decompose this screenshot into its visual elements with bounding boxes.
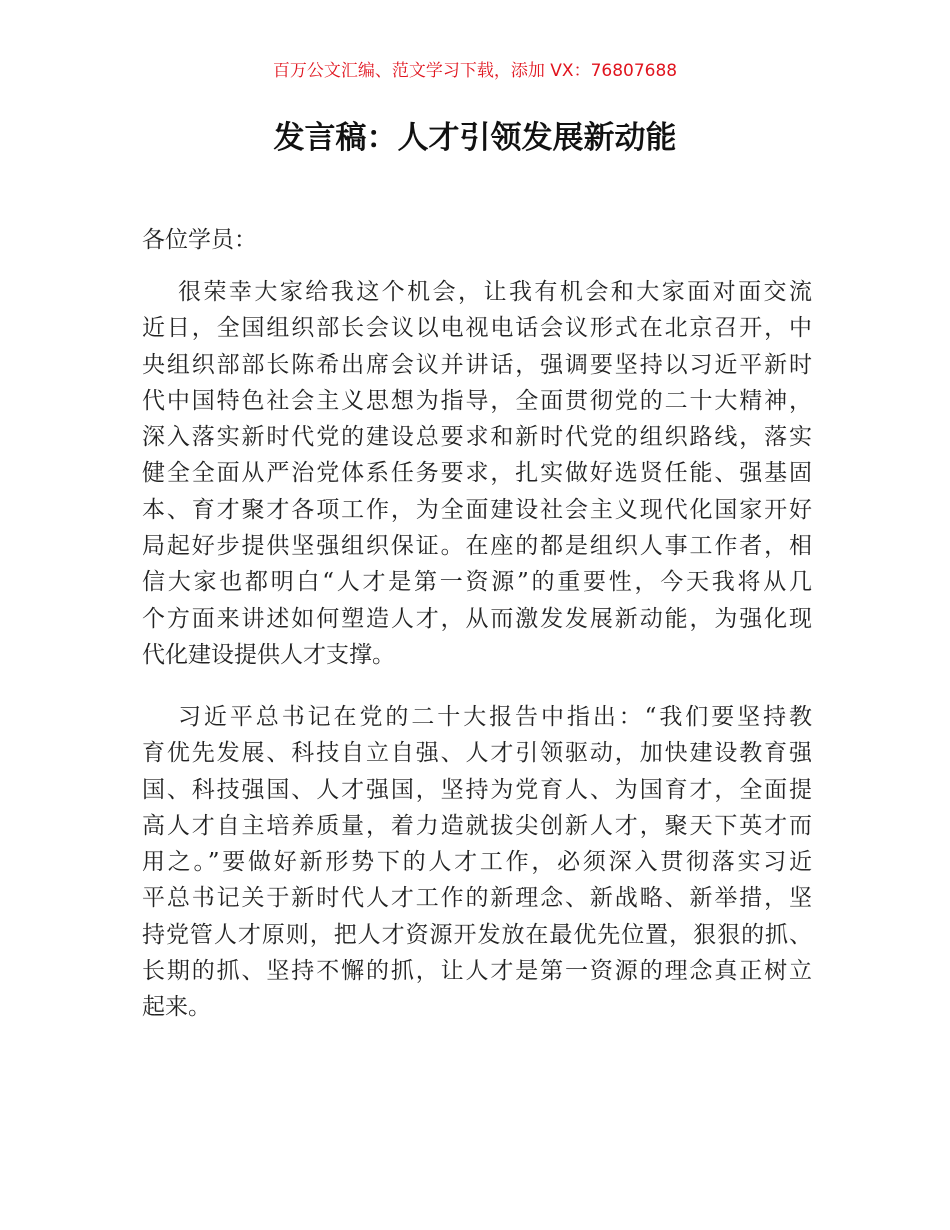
text-line: 长期的抓、坚持不懈的抓，让人才是第一资源的理念真正树立 [142,958,812,985]
text-line: 代中国特色社会主义思想为指导，全面贯彻党的二十大精神， [142,387,812,414]
text-line: 个方面来讲述如何塑造人才，从而激发发展新动能，为强化现 [142,605,812,632]
text-line: 国、科技强国、人才强国，坚持为党育人、为国育才，全面提 [142,776,812,803]
text-line: 代化建设提供人才支撑。 [142,641,395,668]
text-line: 本、育才聚才各项工作，为全面建设社会主义现代化国家开好 [142,496,812,523]
text-line: 健全全面从严治党体系任务要求，扎实做好选贤任能、强基固 [142,460,812,487]
text-line: 局起好步提供坚强组织保证。在座的都是组织人事工作者，相 [142,533,812,560]
text-line: 用之。”要做好新形势下的人才工作，必须深入贯彻落实习近 [142,849,812,876]
text-line: 习近平总书记在党的二十大报告中指出：“我们要坚持教 [178,704,812,730]
document-title: 发言稿：人才引领发展新动能 [273,120,677,156]
text-line: 信大家也都明白“人才是第一资源”的重要性，今天我将从几 [142,569,812,596]
text-line: 深入落实新时代党的建设总要求和新时代党的组织路线，落实 [142,424,812,451]
text-line: 很荣幸大家给我这个机会，让我有机会和大家面对面交流 [178,279,812,305]
text-line: 近日，全国组织部长会议以电视电话会议形式在北京召开，中 [142,315,812,342]
greeting: 各位学员： [142,227,257,253]
paragraph-2 [142,699,812,1026]
paragraph-1 [142,274,812,673]
text-line: 育优先发展、科技自立自强、人才引领驱动，加快建设教育强 [142,740,812,767]
text-line: 高人才自主培养质量，着力造就拔尖创新人才，聚天下英才而 [142,812,812,839]
text-line: 平总书记关于新时代人才工作的新理念、新战略、新举措，坚 [142,885,812,912]
text-line: 起来。 [142,994,211,1021]
text-line: 央组织部部长陈希出席会议并讲话，强调要坚持以习近平新时 [142,351,812,378]
watermark-banner: 百万公文汇编、范文学习下载，添加 VX：76807688 [272,61,678,81]
text-line: 持党管人才原则，把人才资源开发放在最优先位置，狠狠的抓、 [142,921,812,948]
